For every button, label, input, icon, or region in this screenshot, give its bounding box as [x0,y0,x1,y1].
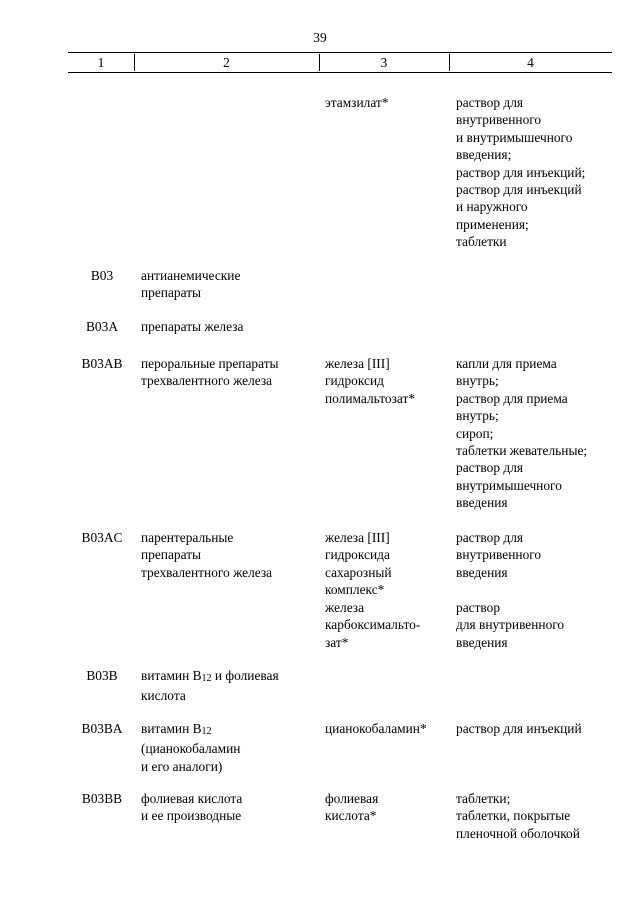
page-number: 39 [313,30,327,45]
atc-group-name: фолиевая кислота и ее производные [141,791,243,824]
column-header-1: 1 [68,54,135,71]
atc-group-name: антианемические препараты [141,268,241,301]
atc-group-name [141,720,240,775]
atc-group-name [141,667,279,705]
dosage-form: капли для приема внутрь; раствор для приема внутрь; сироп; таблетки жевательные; раствор для внутримышечного введения [456,356,588,511]
atc-group-name: пероральные препараты трехвалентного железа [141,356,279,389]
atc-code: B03BA [81,721,123,736]
atc-code: B03B [86,668,118,683]
atc-code: B03AC [81,530,123,545]
drug-name: цианокобаламин* [325,721,427,736]
column-header-4: 4 [527,55,534,70]
subscript-12: 12 [201,673,212,684]
drug-name: железа карбоксимальто- зат* [325,600,421,650]
atc-code: B03BB [81,791,123,806]
atc-code: B03 [90,268,114,283]
drug-name: фолиевая кислота* [325,791,379,824]
dosage-form: раствор для внутривенного введения [456,600,565,650]
drug-name: железа [III] гидроксида сахарозный комплекс* [325,530,392,598]
column-header-2: 2 [134,54,320,71]
atc-group-name-part: витамин В [141,721,202,736]
atc-group-name-part: и фолиевая кислота [141,668,279,704]
drug-name: железа [III] гидроксид полимальтозат* [325,356,416,406]
dosage-form: раствор для внутривенного и внутримышечного введения; раствор для инъекций; раствор для инъекций и наружного применения; таблетки [456,95,586,250]
table-header-bottom-rule [68,72,612,73]
dosage-form: раствор для внутривенного введения [456,530,542,580]
table-header-top-rule [68,52,612,53]
atc-group-name-part: витамин В [141,668,202,683]
atc-group-name: парентеральные препараты трехвалентного железа [141,530,273,580]
dosage-form: раствор для инъекций [456,721,582,736]
atc-group-name: препараты железа [141,319,244,334]
atc-code: B03A [86,319,118,334]
drug-name: этамзилат* [325,95,389,110]
subscript-12: 12 [201,726,212,737]
atc-code: B03AB [81,356,123,371]
atc-group-name-part: (цианокобаламин и его аналоги) [141,741,241,774]
column-header-3: 3 [319,54,450,71]
dosage-form: таблетки; таблетки, покрытые пленочной оболочкой [456,791,580,841]
